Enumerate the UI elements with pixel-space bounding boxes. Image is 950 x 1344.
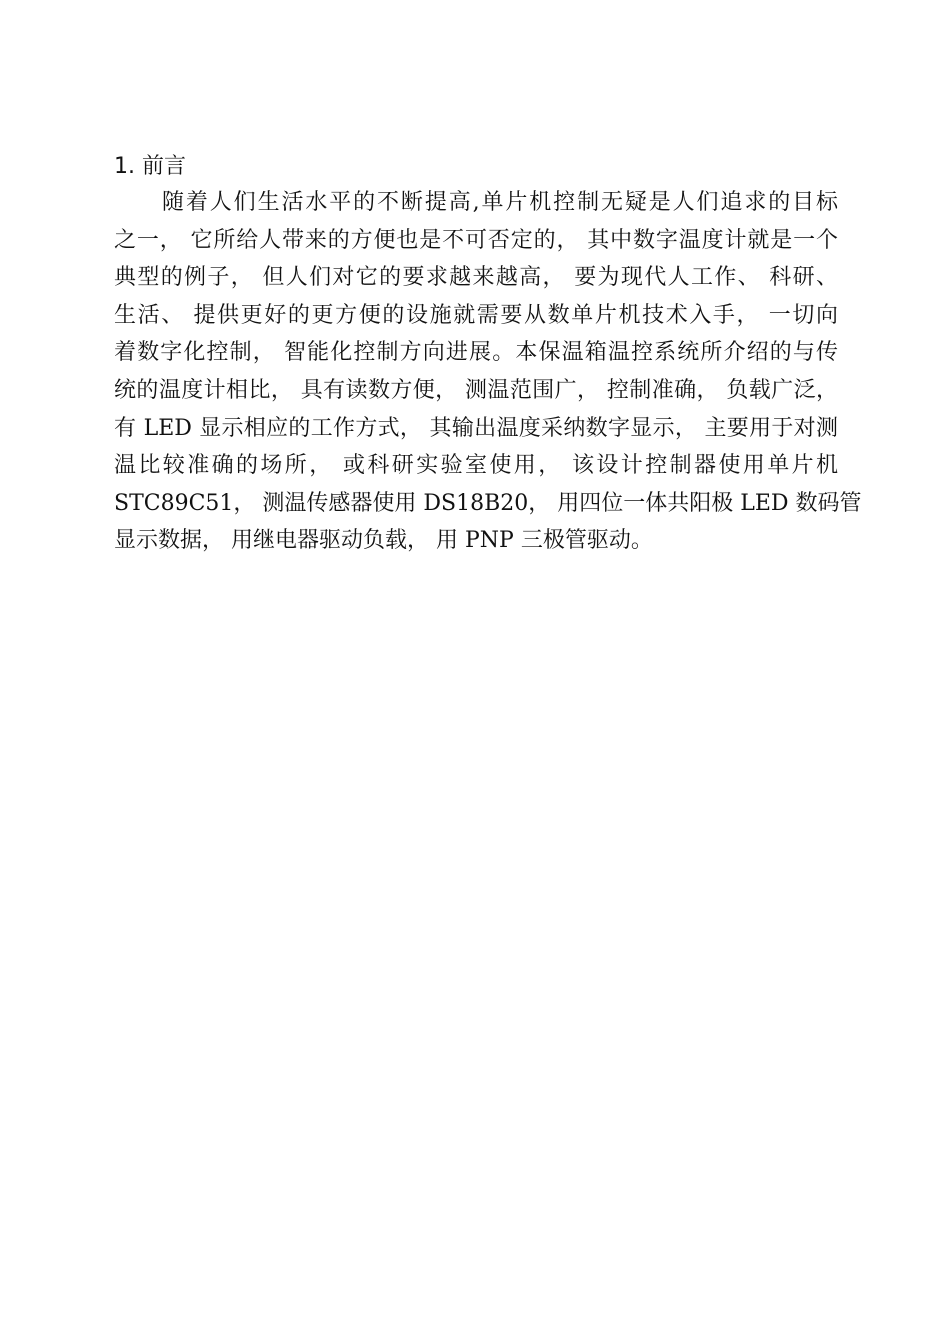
paragraph-line: STC89C51， 测温传感器使用 DS18B20， 用四位一体共阳极 LED 数码管: [114, 490, 862, 516]
paragraph-line: 温比较准确的场所， 或科研实验室使用， 该设计控制器使用单片机: [114, 453, 838, 479]
paragraph-line: 统的温度计相比， 具有读数方便， 测温范围广， 控制准确， 负载广泛，: [114, 377, 838, 403]
document-content: [114, 150, 862, 560]
body-paragraph: [114, 184, 862, 560]
paragraph-line: 着数字化控制， 智能化控制方向进展。本保温箱温控系统所介绍的与传: [114, 340, 838, 366]
paragraph-line: 生活、 提供更好的更方便的设施就需要从数单片机技术入手， 一切向: [114, 302, 838, 328]
paragraph-line: 之一， 它所给人带来的方便也是不可否定的， 其中数字温度计就是一个: [114, 227, 838, 253]
paragraph-line: 随着人们生活水平的不断提高,单片机控制无疑是人们追求的目标: [162, 190, 838, 215]
section-heading: 1. 前言: [114, 154, 186, 179]
paragraph-line: 有 LED 显示相应的工作方式， 其输出温度采纳数字显示， 主要用于对测: [114, 415, 838, 441]
paragraph-line: 显示数据， 用继电器驱动负载， 用 PNP 三极管驱动。: [114, 528, 653, 554]
paragraph-line: 典型的例子， 但人们对它的要求越来越高， 要为现代人工作、 科研、: [114, 265, 838, 291]
